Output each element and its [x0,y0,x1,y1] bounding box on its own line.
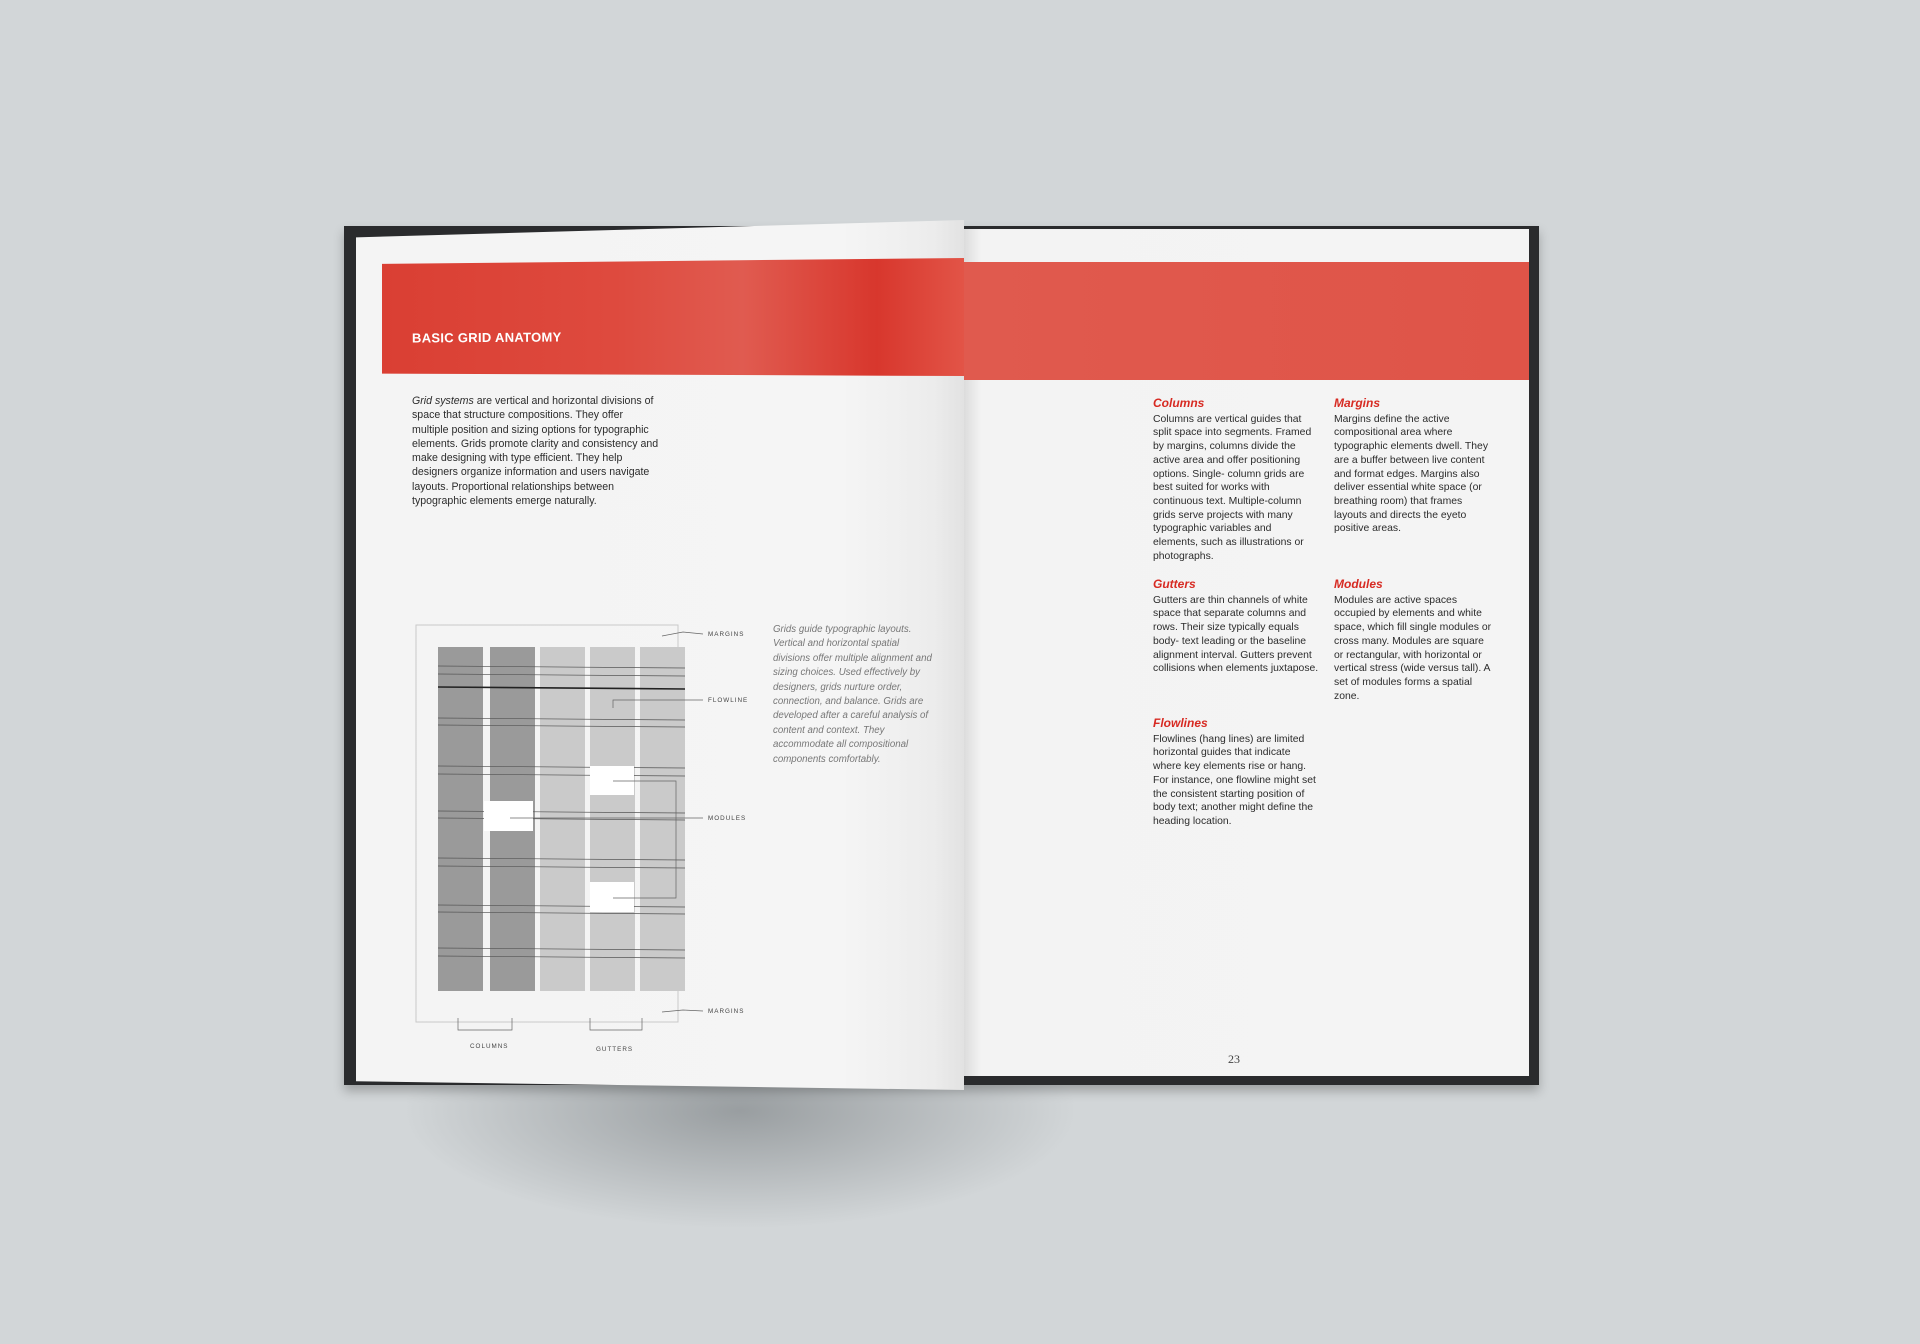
section-title: Gutters [1153,577,1196,591]
section-title: Margins [1334,396,1381,410]
side-note: Grids guide typographic layouts. Vertical and horizontal spatial divisions offer multiple alignment and sizing choices. Used effectively by designers, grids nurture order, connection, and balance. Grids are developed after a careful analysis of content and context. They accommodate all compositional components comfortably. [773,624,932,765]
left-header-band [382,258,964,376]
module-highlight-2 [590,766,634,795]
label-margins-top: MARGINS [708,631,745,638]
section-modules [1334,578,1496,703]
section-flowlines [1153,717,1319,829]
label-flowline: FLOWLINE [708,697,749,704]
section-body: Flowlines (hang lines) are limited horizontal guides that indicate where key elements rise or hang. For instance, one flowline might set the consistent starting position of body text; another might define the heading location. [1153,733,1316,827]
intro-paragraph [412,394,660,508]
section-columns [1153,397,1319,563]
intro-rest: are vertical and horizontal divisions of space that structure compositions. They offer multiple position and sizing options for typographic elements. Grids promote clarity and consistency and make designing with type efficient. They help designers organize information and users navigate layouts. Proportional relationships between typographic elements emerge naturally. [412,395,659,508]
section-gutters [1153,578,1319,676]
label-gutters: GUTTERS [596,1046,634,1053]
section-title: Columns [1153,396,1205,410]
section-title: Flowlines [1153,716,1208,730]
grid-diagram [408,618,778,1058]
grid-diagram-svg [408,618,778,1058]
section-body: Modules are active spaces occupied by elements and white space, which fill single modules or cross many. Modules are square or rectangular, with horizontal or vertical stress (wide versus tall). A set of modules forms a spatial zone. [1334,594,1492,702]
column-1 [438,647,483,991]
intro-lead: Grid systems [412,395,474,407]
label-columns: COLUMNS [470,1043,509,1050]
page-number: 23 [1228,1052,1240,1066]
section-margins [1334,397,1496,536]
section-body: Columns are vertical guides that split space into segments. Framed by margins, columns divide the active area and offer positioning options. Single- column grids are best suited for works with continuous text. Multiple-column grids serve projects with many typographic variables and elements, such as illustrations or photographs. [1153,413,1312,562]
section-title: Modules [1334,577,1383,591]
section-body: Margins define the active compositional area where typographic elements dwell. They are a buffer between live content and format edges. Margins also deliver essential white space (or breathing room) that frames layouts and directs the eyeto positive areas. [1334,413,1489,535]
page-title: BASIC GRID ANATOMY [411,329,562,346]
column-5 [640,647,685,991]
module-highlight-1 [484,801,533,831]
section-body: Gutters are thin channels of white space that separate columns and rows. Their size typically equals body- text leading or the baseline alignment interval. Gutters prevent collisions when elements juxtapose. [1153,594,1319,675]
label-modules: MODULES [708,815,747,822]
label-margins-bottom: MARGINS [708,1008,745,1015]
module-highlight-3 [590,882,634,912]
right-header-band [964,262,1529,380]
